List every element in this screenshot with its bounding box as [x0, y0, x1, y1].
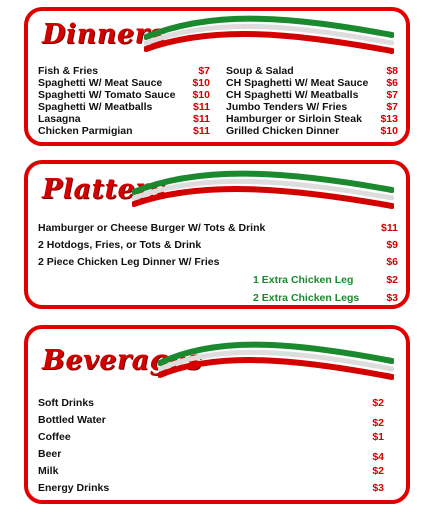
italian-flag-swoosh-icon [132, 168, 394, 214]
menu-item-price: $3 [372, 482, 384, 494]
menu-item-name: Chicken Parmigian [38, 125, 133, 137]
menu-item-name: Soup & Salad [226, 65, 294, 77]
menu-item-name: CH Spaghetti W/ Meat Sauce [226, 77, 369, 89]
dinners-title: Dinners [42, 19, 166, 50]
extra-item-name: 2 Extra Chicken Legs [253, 292, 360, 304]
dinners-panel [24, 7, 410, 146]
extra-item-name: 1 Extra Chicken Leg [253, 274, 354, 286]
menu-item-name: CH Spaghetti W/ Meatballs [226, 89, 359, 101]
menu-item-name: Fish & Fries [38, 65, 99, 77]
beverages-panel [24, 325, 410, 504]
menu-item-name: Coffee [38, 431, 71, 443]
platters-panel [24, 160, 410, 309]
extra-item-price: $3 [386, 292, 398, 304]
menu-item-name: Spaghetti W/ Meatballs [38, 101, 153, 113]
menu-item-price: $7 [198, 65, 210, 77]
menu-item-price: $11 [381, 222, 398, 234]
menu-item-name: Grilled Chicken Dinner [226, 125, 340, 137]
menu-item-price: $10 [192, 89, 210, 101]
italian-flag-swoosh-icon [158, 339, 394, 385]
menu-item-price: $2 [372, 397, 384, 409]
menu-item-name: Jumbo Tenders W/ Fries [226, 101, 348, 113]
menu-item-price: $7 [386, 89, 398, 101]
menu-item-price: $13 [380, 113, 398, 125]
menu-item-price: $11 [193, 101, 210, 113]
menu-item-price: $7 [386, 101, 398, 113]
menu-item-price: $4 [372, 451, 384, 463]
menu-item-price: $8 [386, 65, 398, 77]
menu-item-price: $1 [372, 431, 384, 443]
platters-title: Platters [42, 174, 166, 205]
menu-item-price: $2 [372, 465, 384, 477]
menu-item-name: Soft Drinks [38, 397, 95, 409]
menu-item-price: $10 [192, 77, 210, 89]
menu-item-name: Milk [38, 465, 59, 477]
menu-item-name: Hamburger or Cheese Burger W/ Tots & Drink [38, 222, 266, 234]
menu-item-name: Lasagna [38, 113, 81, 125]
menu-item-name: Spaghetti W/ Meat Sauce [38, 77, 163, 89]
menu-item-price: $6 [386, 77, 398, 89]
menu-item-price: $11 [193, 125, 210, 137]
extra-item-price: $2 [386, 274, 398, 286]
menu-item-price: $10 [380, 125, 398, 137]
menu-item-name: Energy Drinks [38, 482, 110, 494]
menu-item-price: $11 [193, 113, 210, 125]
italian-flag-swoosh-icon [144, 13, 394, 59]
menu-item-name: Bottled Water [38, 414, 106, 426]
menu-item-name: 2 Hotdogs, Fries, or Tots & Drink [38, 239, 202, 251]
menu-item-price: $2 [372, 417, 384, 429]
menu-item-name: Hamburger or Sirloin Steak [226, 113, 362, 125]
beverages-title: Beverages [42, 345, 203, 376]
menu-item-price: $6 [386, 256, 398, 268]
menu-item-name: 2 Piece Chicken Leg Dinner W/ Fries [38, 256, 220, 268]
menu-item-name: Spaghetti W/ Tomato Sauce [38, 89, 176, 101]
menu-item-price: $9 [386, 239, 398, 251]
menu-item-name: Beer [38, 448, 62, 460]
